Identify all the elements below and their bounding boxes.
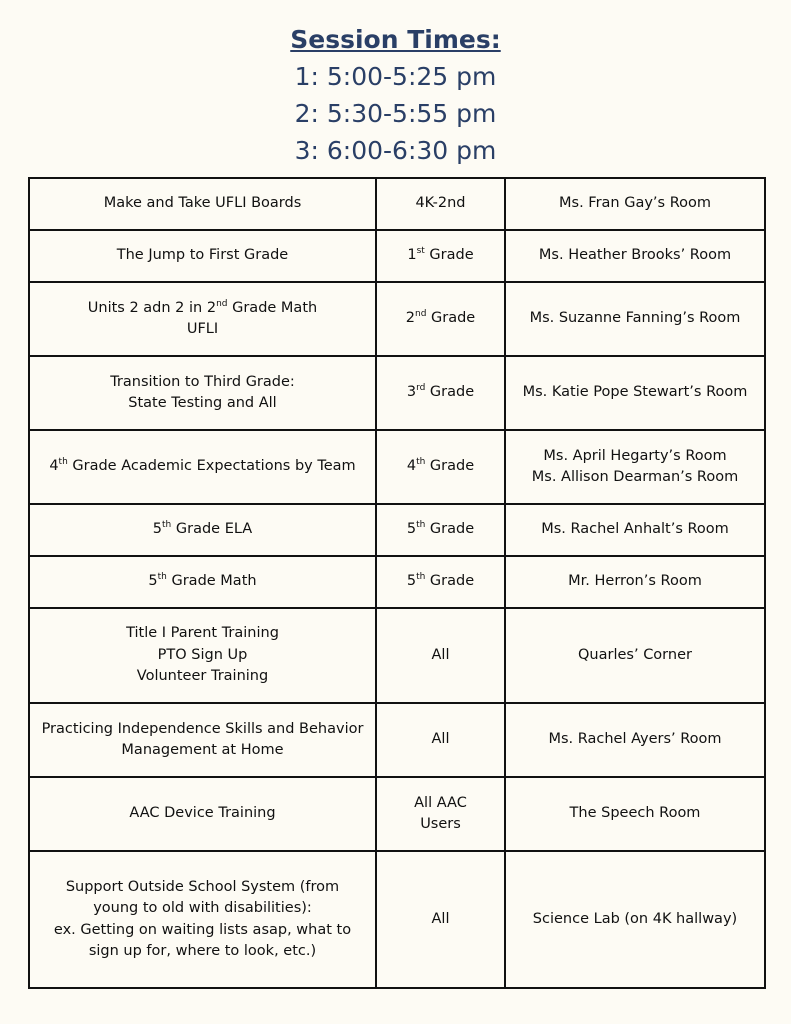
room-cell	[505, 608, 765, 703]
room-line: Ms. Rachel Ayers’ Room	[548, 731, 722, 748]
table-row	[29, 504, 765, 556]
session-line: Volunteer Training	[136, 668, 269, 685]
session-line: Management at Home	[121, 742, 284, 758]
grade-line: 3rd Grade	[406, 383, 475, 401]
table-row	[29, 777, 765, 851]
grade-cell	[376, 230, 505, 282]
ordinal-suffix: st	[416, 246, 425, 257]
session-cell	[29, 608, 376, 703]
room-line: The Speech Room	[569, 805, 701, 822]
room-cell	[505, 703, 765, 777]
session-cell	[29, 430, 376, 504]
room-line: Ms. Rachel Anhalt’s Room	[541, 521, 729, 538]
session-line: Transition to Third Grade:	[110, 373, 295, 390]
session-cell	[29, 556, 376, 608]
ordinal-suffix: nd	[216, 298, 228, 309]
table-row	[29, 356, 765, 430]
room-line: Ms. Suzanne Fanning’s Room	[529, 310, 741, 327]
session-line: 4th Grade Academic Expectations by Team	[49, 457, 356, 475]
grade-line: All	[431, 910, 450, 927]
table-row	[29, 282, 765, 356]
room-line: Ms. Heather Brooks’ Room	[538, 247, 732, 264]
grade-cell	[376, 282, 505, 356]
room-cell	[505, 356, 765, 430]
room-cell	[505, 282, 765, 356]
room-cell	[505, 178, 765, 230]
session-line: State Testing and All	[128, 395, 277, 411]
session-line: PTO Sign Up	[157, 646, 248, 663]
session-line: young to old with disabilities):	[93, 900, 312, 916]
session-cell	[29, 356, 376, 430]
session-line: Support Outside School System (from	[65, 878, 340, 895]
room-cell	[505, 430, 765, 504]
room-line: Quarles’ Corner	[578, 646, 692, 663]
grade-cell	[376, 178, 505, 230]
room-cell	[505, 230, 765, 282]
session-line: Units 2 adn 2 in 2nd Grade Math	[87, 298, 318, 316]
grade-line: Users	[420, 816, 461, 832]
ordinal-suffix: th	[416, 520, 426, 531]
table-row	[29, 178, 765, 230]
room-cell	[505, 556, 765, 608]
session-line: ex. Getting on waiting lists asap, what to	[53, 921, 352, 938]
room-cell	[505, 851, 765, 988]
table-row	[29, 556, 765, 608]
session-line: Practicing Independence Skills and Behavior	[41, 720, 364, 737]
table-row	[29, 703, 765, 777]
session-line: The Jump to First Grade	[116, 247, 289, 264]
table-row	[29, 608, 765, 703]
ordinal-suffix: rd	[416, 383, 426, 394]
session-line: AAC Device Training	[129, 805, 276, 822]
session-time-1: 1: 5:00-5:25 pm	[294, 62, 497, 91]
session-line: UFLI	[186, 321, 219, 337]
session-cell	[29, 282, 376, 356]
grade-line: 1st Grade	[407, 246, 474, 264]
room-line: Ms. Allison Dearman’s Room	[531, 469, 739, 485]
grade-line: 4K-2nd	[415, 195, 466, 212]
grade-line: 5th Grade	[406, 572, 475, 590]
session-cell	[29, 777, 376, 851]
sessions-table	[28, 177, 766, 989]
grade-cell	[376, 356, 505, 430]
session-cell	[29, 178, 376, 230]
session-cell	[29, 504, 376, 556]
room-cell	[505, 777, 765, 851]
session-time-3: 3: 6:00-6:30 pm	[294, 136, 497, 165]
session-line: Make and Take UFLI Boards	[103, 195, 302, 212]
grade-line: 2nd Grade	[405, 309, 476, 327]
session-line: 5th Grade Math	[148, 572, 257, 590]
table-row	[29, 230, 765, 282]
room-line: Mr. Herron’s Room	[568, 573, 702, 590]
session-line: Title I Parent Training	[126, 625, 279, 642]
session-cell	[29, 851, 376, 988]
grade-cell	[376, 556, 505, 608]
grade-line: All	[431, 731, 450, 748]
room-line: Ms. Katie Pope Stewart’s Room	[522, 384, 748, 401]
grade-cell	[376, 777, 505, 851]
table-row	[29, 851, 765, 988]
room-line: Ms. Fran Gay’s Room	[559, 195, 711, 212]
grade-line: 5th Grade	[406, 520, 475, 538]
ordinal-suffix: th	[157, 572, 167, 583]
grade-cell	[376, 703, 505, 777]
session-times-title: Session Times:	[290, 25, 501, 54]
session-time-2: 2: 5:30-5:55 pm	[294, 99, 497, 128]
ordinal-suffix: th	[416, 457, 426, 468]
grade-cell	[376, 851, 505, 988]
grade-line: All AAC	[414, 794, 467, 811]
grade-cell	[376, 504, 505, 556]
grade-line: All	[431, 646, 450, 663]
session-line: 5th Grade ELA	[152, 520, 253, 538]
ordinal-suffix: th	[58, 457, 68, 468]
room-line: Science Lab (on 4K hallway)	[532, 910, 738, 927]
session-cell	[29, 703, 376, 777]
room-cell	[505, 504, 765, 556]
ordinal-suffix: th	[416, 572, 426, 583]
session-times-header	[0, 22, 791, 169]
session-line: sign up for, where to look, etc.)	[88, 943, 317, 959]
ordinal-suffix: nd	[414, 309, 427, 320]
session-cell	[29, 230, 376, 282]
grade-cell	[376, 430, 505, 504]
ordinal-suffix: th	[162, 520, 172, 531]
grade-cell	[376, 608, 505, 703]
grade-line: 4th Grade	[406, 457, 475, 475]
table-row	[29, 430, 765, 504]
room-line: Ms. April Hegarty’s Room	[543, 447, 727, 464]
